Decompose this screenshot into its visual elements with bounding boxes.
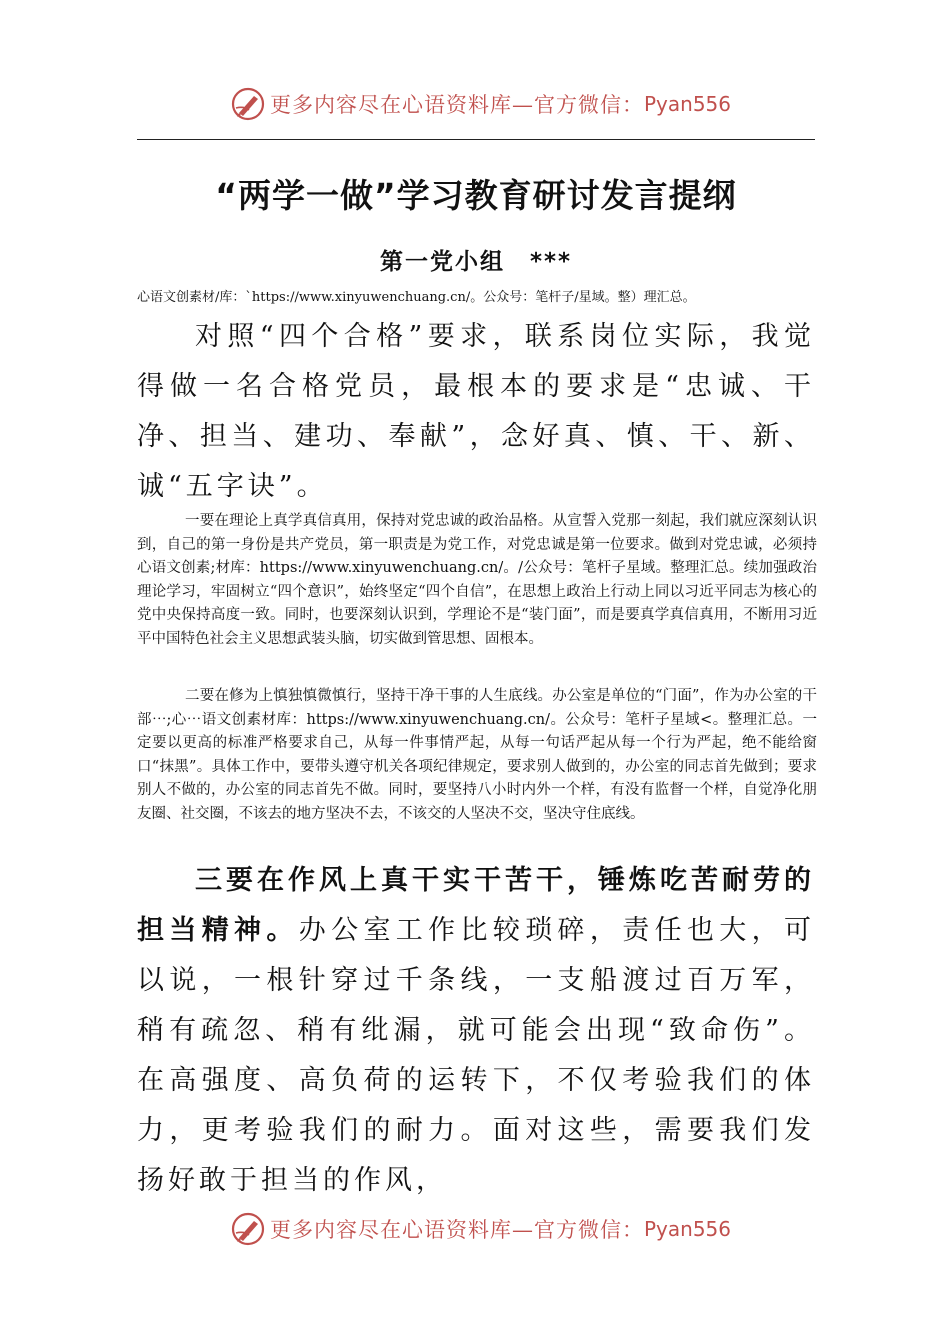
pen-logo-icon — [230, 1211, 266, 1247]
header-watermark-banner — [230, 84, 750, 124]
document-subtitle: 第一党小组 *** — [379, 249, 573, 275]
paragraph-point-two: 二要在修为上慎独慎微慎行，坚持干净干事的人生底线。办公室是单位的“门面”，作为办公室的干部⋯;心⋯语文创素材库：https://www.xinyuwenchuang.cn/。公众号：笔杆子星域<。整理汇总。一定要以更高的标准严格要求自己，从每一件事情严起，从每一句话严起从每一个行为严起，绝不能给窗口“抹黑”。具体工作中，要带头遵守机关各项纪律规定，要求别人做到的，办公室的同志首先做到；要求别人不做的，办公室的同志首先不做。同时，要坚持八小时内外一个样，有没有监督一个样，自觉净化朋友圈、社交圈，不该去的地方坚决不去，不该交的人坚决不交，坚决守住底线。 — [137, 688, 817, 822]
footer-watermark-banner — [230, 1209, 750, 1249]
document-title: “两学一做”学习教育研讨发言提纲 — [215, 176, 737, 215]
banner-text: 更多内容尽在心语资料库—官方微信： — [270, 1218, 644, 1242]
paragraph-point-one: 一要在理论上真学真信真用，保持对党忠诚的政治品格。从宣誓入党那一刻起，我们就应深刻认识到，自己的第一身份是共产党员，第一职责是为党工作，对党忠诚是第一位要求。做到对党忠诚，必须持心语文创素;材库：https://www.xinyuwenchuang.cn/。/公众号：笔杆子星域。整理汇总。续加强政治理论学习，牢固树立“四个意识”，始终坚定“四个自信”，在思想上政治上行动上同以习近平同志为核心的党中央保持高度一致。同时，也要深刻认识到，学理论不是“装门面”，而是要真学真信真用，不断用习近平中国特色社会主义思想武装头脑，切实做到管思想、固根本。 — [137, 513, 817, 647]
banner-text: 更多内容尽在心语资料库—官方微信： — [270, 93, 644, 117]
banner-wechat-id: Pyan556 — [644, 92, 732, 116]
banner-wechat-id: Pyan556 — [644, 1217, 732, 1241]
paragraph-intro: 对照“四个合格”要求，联系岗位实际，我觉得做一名合格党员，最根本的要求是“忠诚、干净、担当、建功、奉献”，念好真、慎、干、新、诚“五字诀”。 — [137, 321, 815, 502]
paragraph-point-three-lead: 三要在作风上真干实干苦干，锤炼吃苦耐劳的担当精神。 — [137, 865, 815, 946]
header-divider — [137, 139, 815, 140]
pen-logo-icon — [230, 86, 266, 122]
source-line: 心语文创素材/库：`https://www.xinyuwenchuang.cn/。公众号：笔杆子/星域。整）理汇总。 — [137, 290, 696, 305]
paragraph-point-three-body: 办公室工作比较琐碎，责任也大，可以说，一根针穿过千条线，一支船渡过百万军，稍有疏忽、稍有纰漏，就可能会出现“致命伤”。在高强度、高负荷的运转下，不仅考验我们的体力，更考验我们的耐力。面对这些，需要我们发扬好敢于担当的作风， — [137, 915, 815, 1196]
paragraph-point-three — [137, 856, 815, 1206]
